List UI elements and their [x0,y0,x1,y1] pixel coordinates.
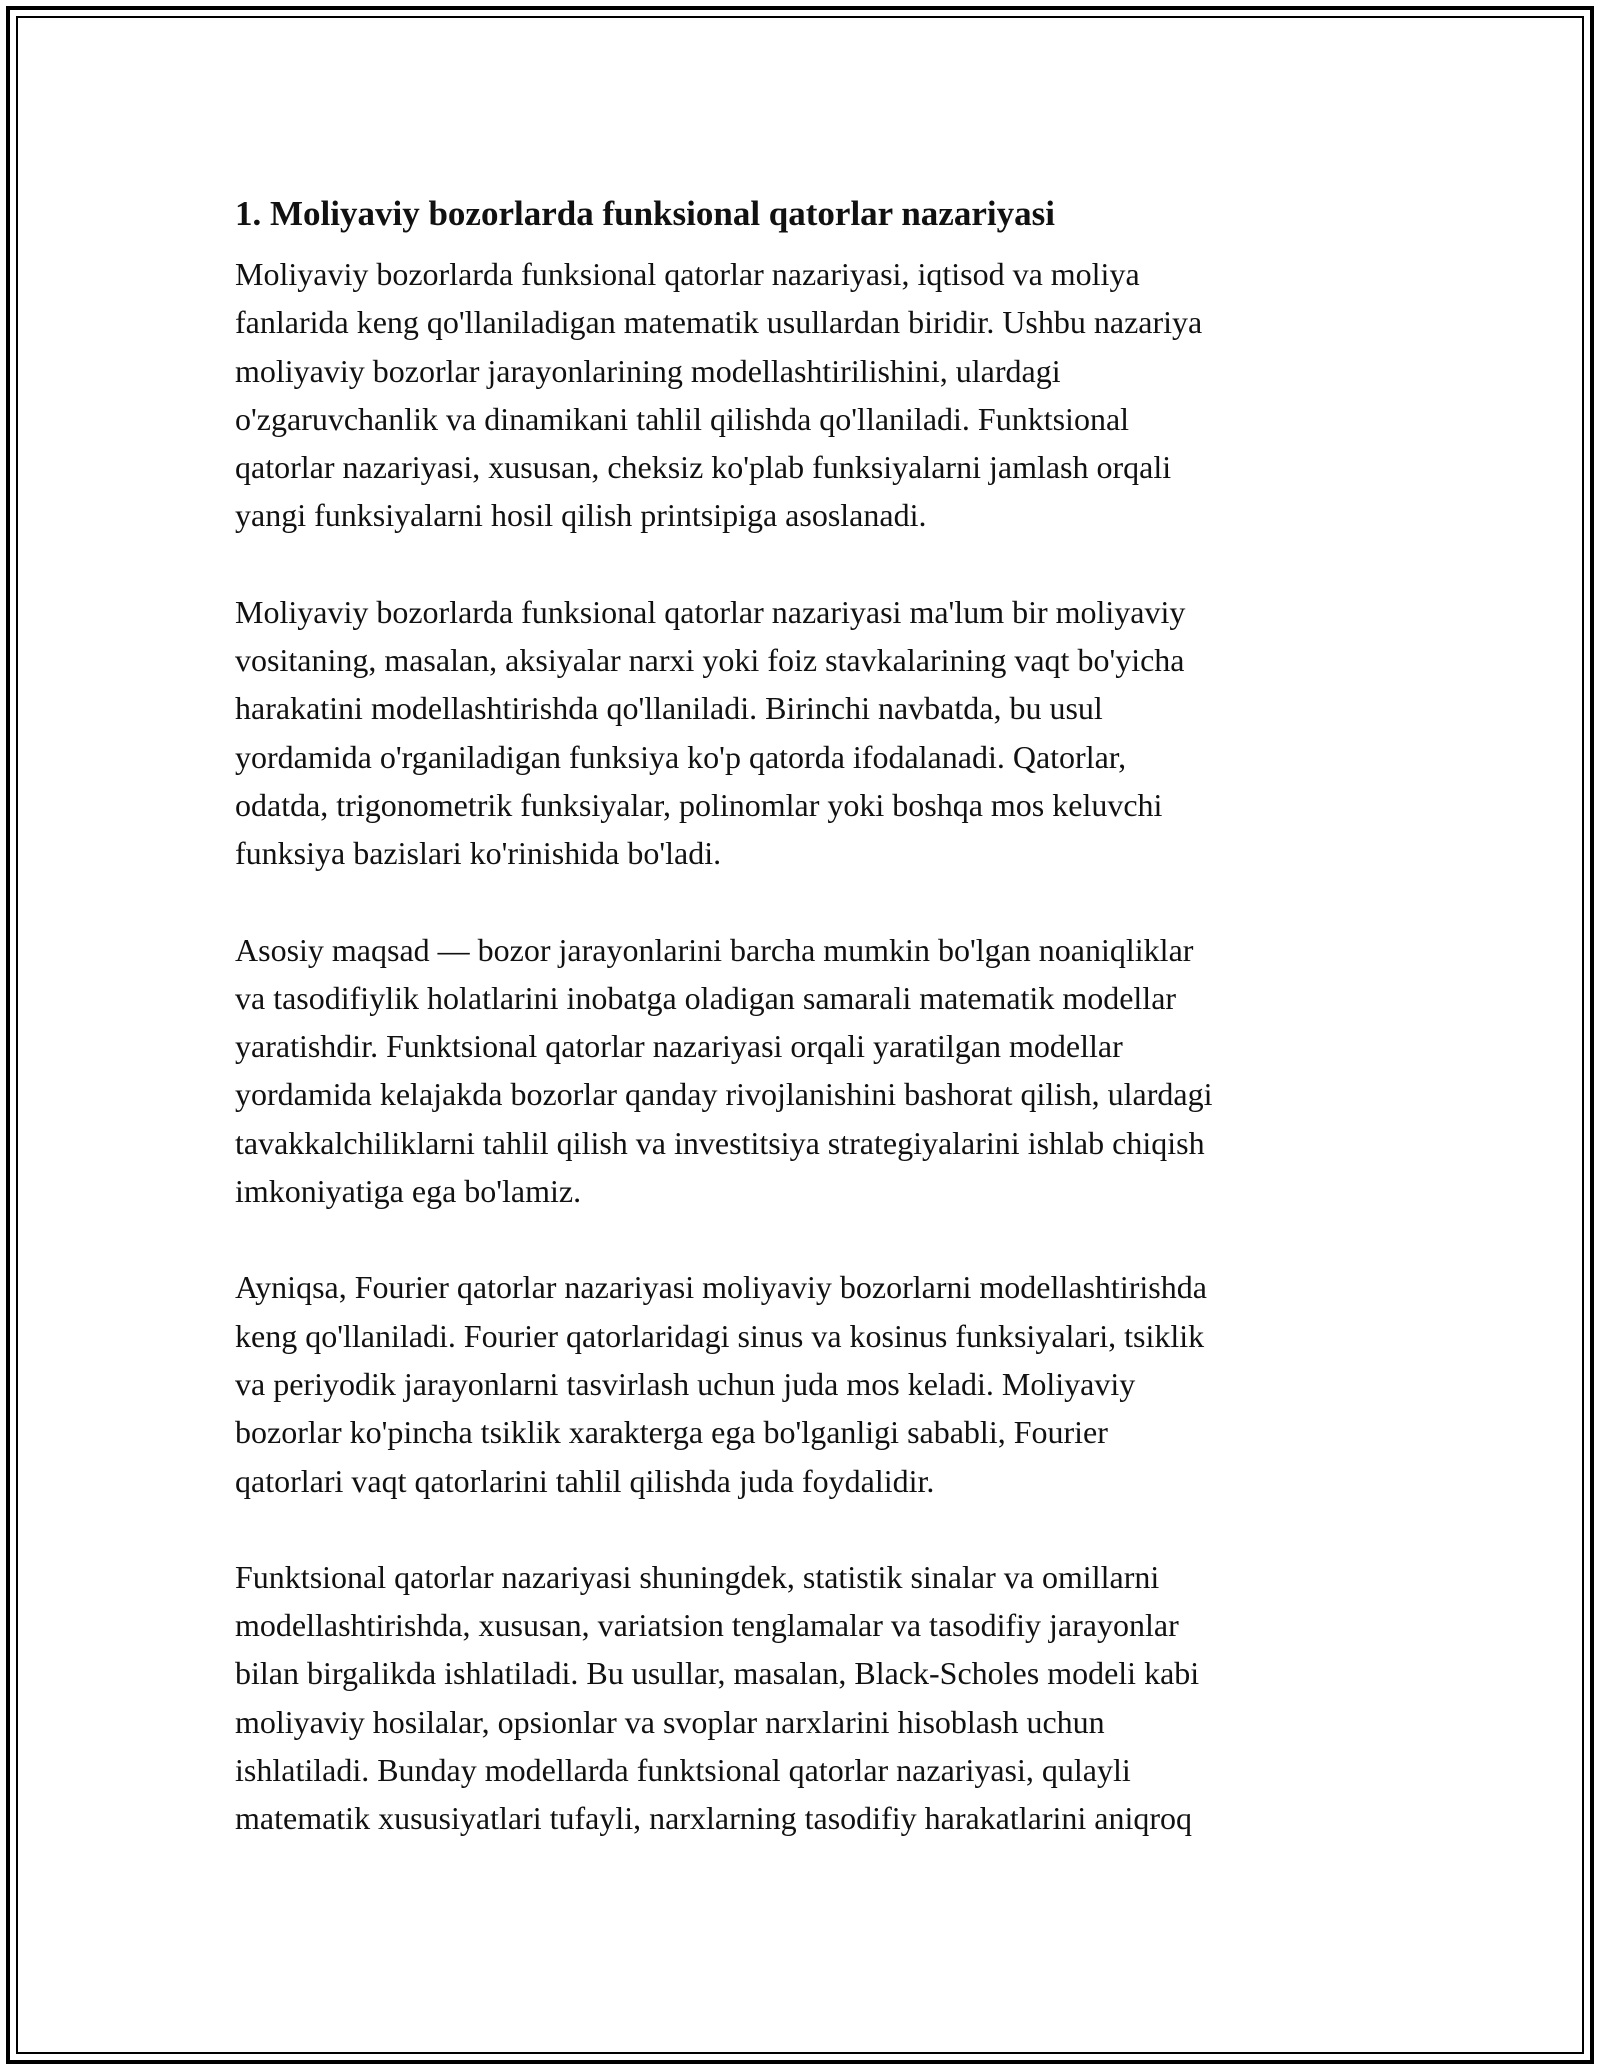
text-line: imkoniyatiga ega bo'lamiz. [235,1173,582,1210]
text-line: moliyaviy bozorlar jarayonlarining modellashtirilishini, ulardagi [235,352,1061,389]
text-line: Asosiy maqsad — bozor jarayonlarini barcha mumkin bo'lgan noaniqliklar [235,931,1194,968]
text-line: moliyaviy hosilalar, opsionlar va svoplar narxlarini hisoblash uchun [235,1703,1105,1740]
text-line: harakatini modellashtirishda qo'llaniladi. Birinchi navbatda, bu usul [235,690,1103,727]
text-line: odatda, trigonometrik funksiyalar, polinomlar yoki boshqa mos keluvchi [235,786,1163,823]
text-line: Funktsional qatorlar nazariyasi shuningdek, statistik sinalar va omillarni [235,1558,1160,1595]
text-line: vositaning, masalan, aksiyalar narxi yoki foiz stavkalarining vaqt bo'yicha [235,642,1185,679]
text-line: va periyodik jarayonlarni tasvirlash uchun juda mos keladi. Moliyaviy [235,1365,1136,1402]
paragraph [235,250,1375,540]
text-line: funksiya bazislari ko'rinishida bo'ladi. [235,835,722,872]
text-line: qatorlari vaqt qatorlarini tahlil qilishda juda foydalidir. [235,1462,935,1499]
section-heading: 1. Moliyaviy bozorlarda funksional qatorlar nazariyasi [235,194,1055,233]
text-line: va tasodifiylik holatlarini inobatga oladigan samarali matematik modellar [235,979,1177,1016]
text-line: yangi funksiyalarni hosil qilish printsipiga asoslanadi. [235,497,927,534]
paragraph [235,1553,1375,1843]
text-line: bozorlar ko'pincha tsiklik xarakterga ega bo'lganligi sababli, Fourier [235,1414,1108,1451]
paragraph [235,588,1375,878]
text-line: qatorlar nazariyasi, xususan, cheksiz ko'plab funksiyalarni jamlash orqali [235,449,1172,486]
paragraph [235,1263,1375,1504]
document-body [235,186,1375,1891]
text-line: keng qo'llaniladi. Fourier qatorlaridagi sinus va kosinus funksiyalari, tsiklik [235,1317,1205,1354]
text-line: bilan birgalikda ishlatiladi. Bu usullar, masalan, Black-Scholes modeli kabi [235,1655,1200,1692]
text-line: modellashtirishda, xususan, variatsion tenglamalar va tasodifiy jarayonlar [235,1607,1179,1644]
text-line: ishlatiladi. Bunday modellarda funktsional qatorlar nazariyasi, qulayli [235,1752,1131,1789]
text-line: yaratishdir. Funktsional qatorlar nazariyasi orqali yaratilgan modellar [235,1028,1123,1065]
paragraph-list [235,250,1375,1843]
text-line: yordamida kelajakda bozorlar qanday rivojlanishini bashorat qilish, ulardagi [235,1076,1213,1113]
text-line: tavakkalchiliklarni tahlil qilish va investitsiya strategiyalarini ishlab chiqish [235,1124,1205,1161]
text-line: Moliyaviy bozorlarda funksional qatorlar nazariyasi ma'lum bir moliyaviy [235,593,1186,630]
text-line: Moliyaviy bozorlarda funksional qatorlar nazariyasi, iqtisod va moliya [235,256,1140,292]
text-line: yordamida o'rganiladigan funksiya ko'p qatorda ifodalanadi. Qatorlar, [235,738,1127,775]
text-line: Ayniqsa, Fourier qatorlar nazariyasi moliyaviy bozorlarni modellashtirishda [235,1269,1207,1306]
text-line: o'zgaruvchanlik va dinamikani tahlil qilishda qo'llaniladi. Funktsional [235,400,1130,437]
text-line: fanlarida keng qo'llaniladigan matematik usullardan biridir. Ushbu nazariya [235,304,1203,341]
paragraph [235,926,1375,1216]
text-line: matematik xususiyatlari tufayli, narxlarning tasodifiy harakatlarini aniqroq [235,1800,1193,1837]
